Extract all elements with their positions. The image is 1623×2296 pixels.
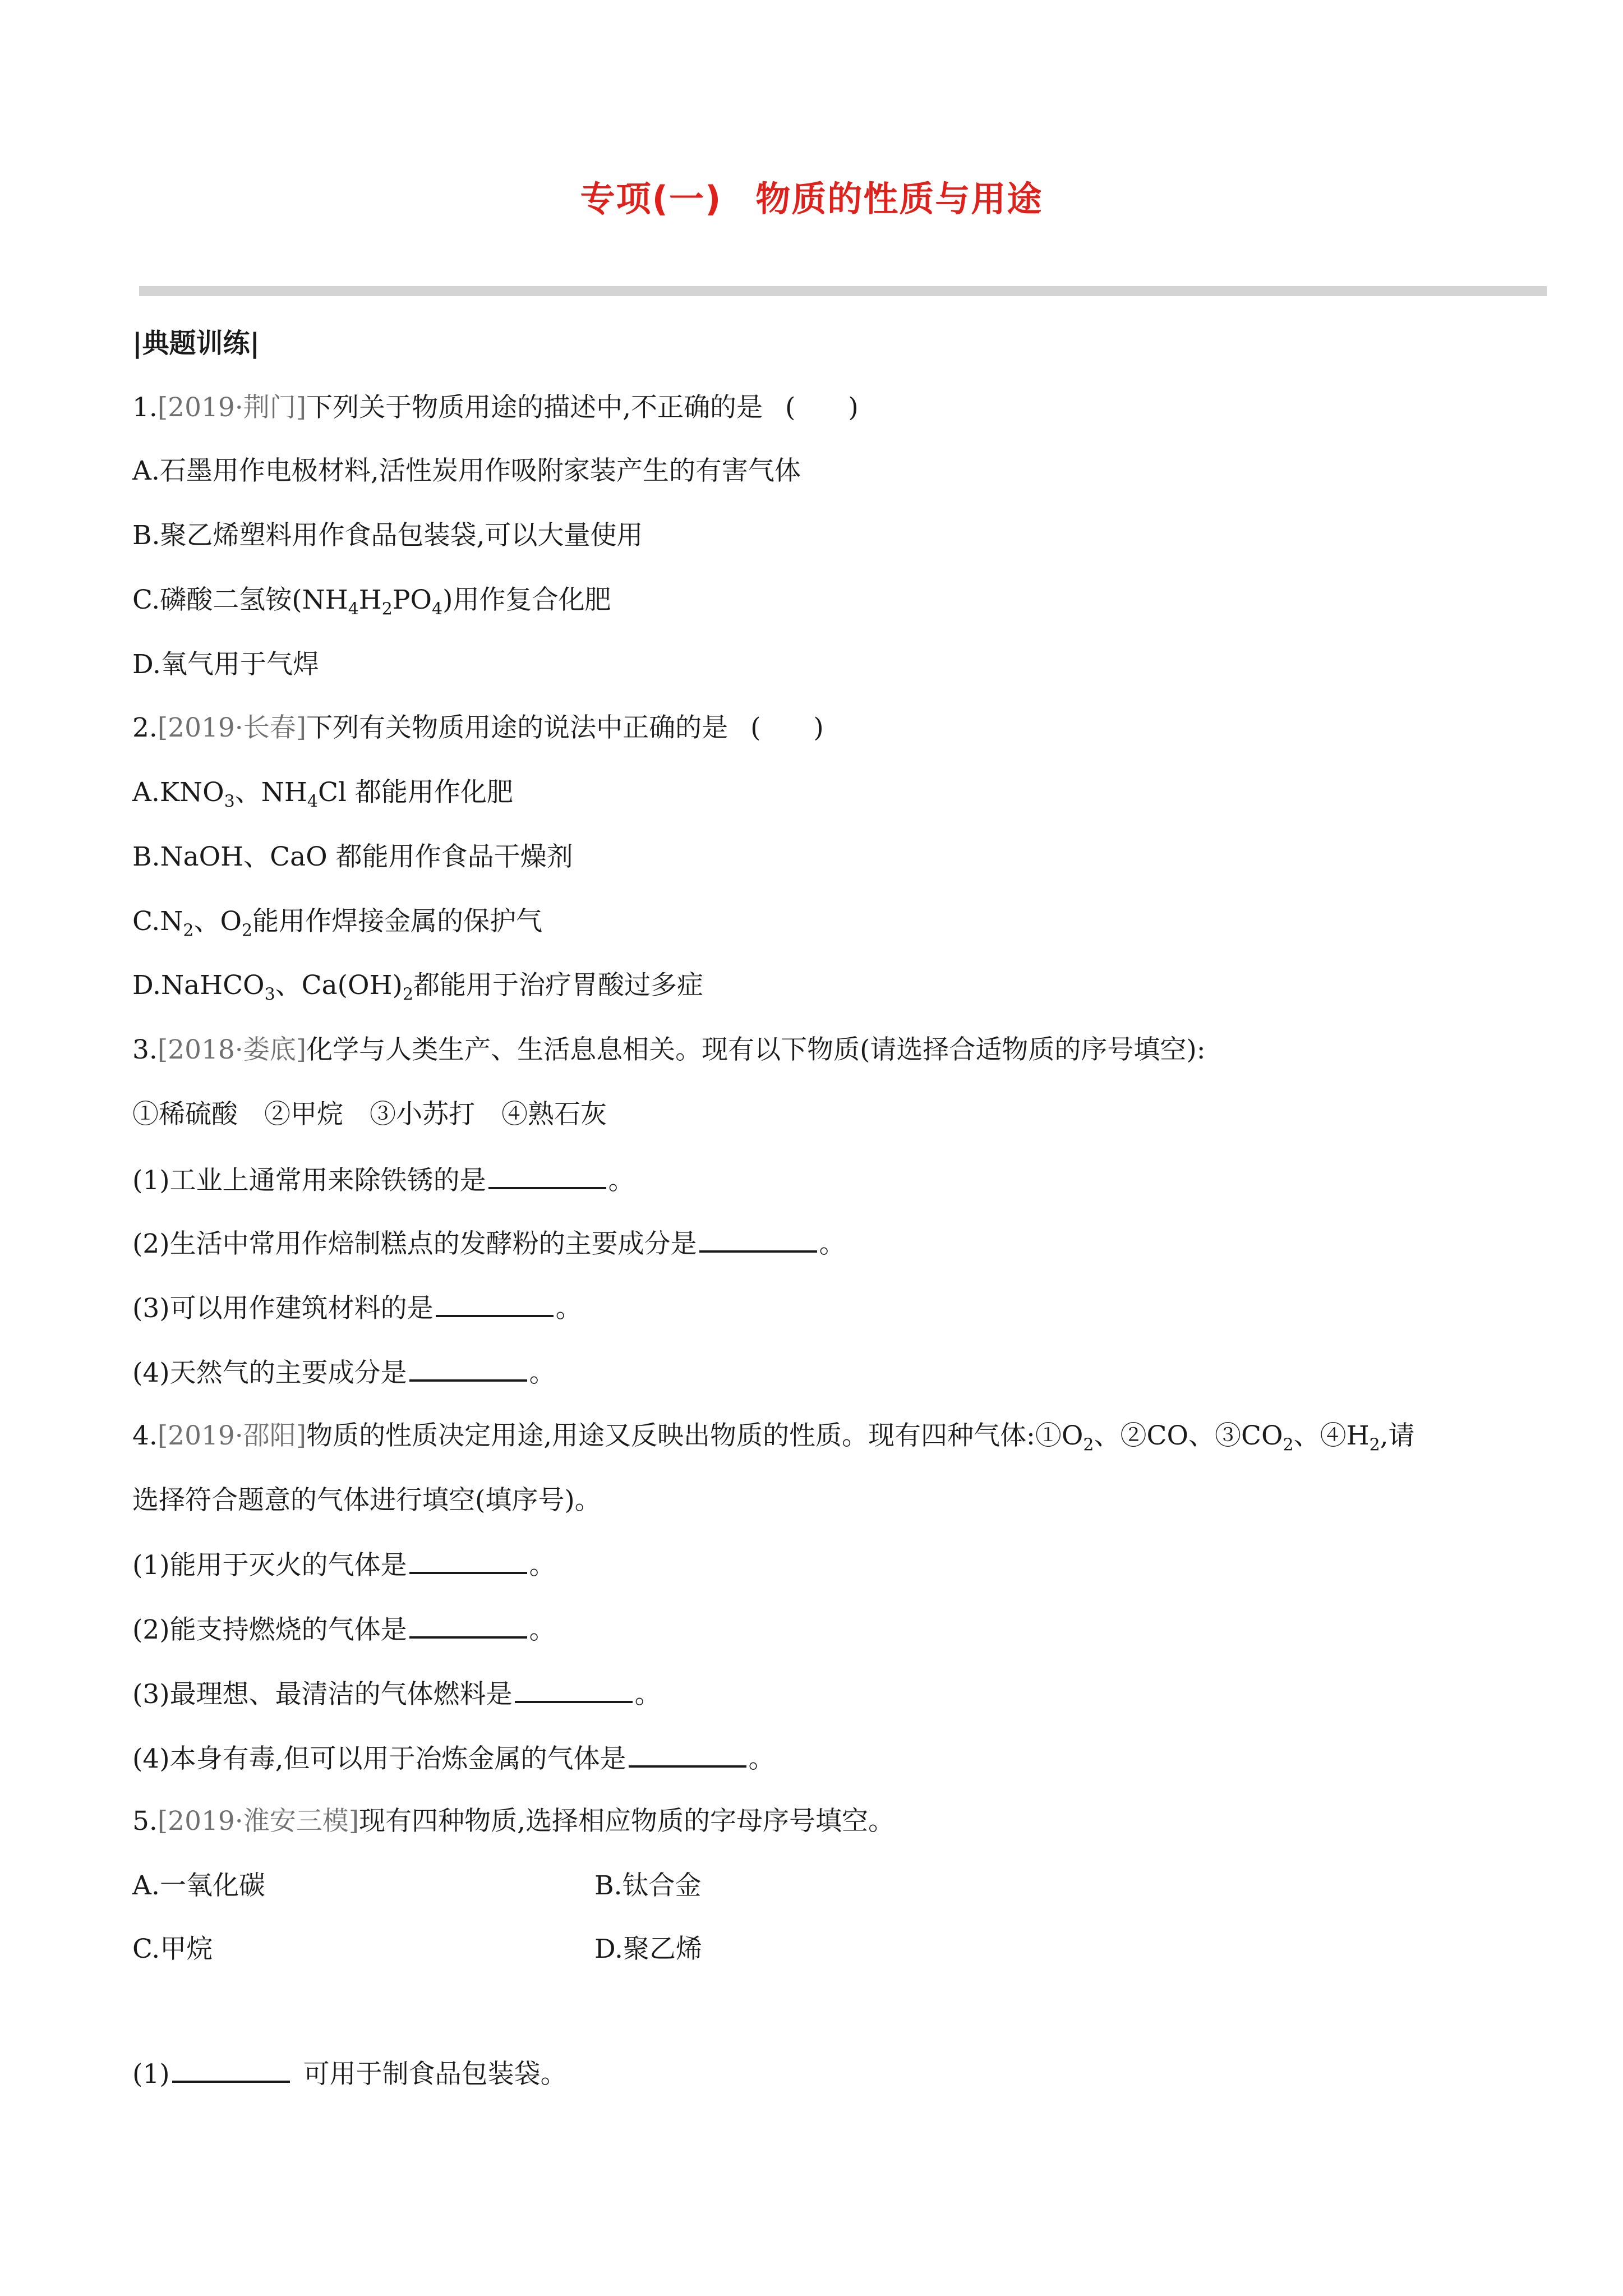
q1-stem [132, 391, 859, 425]
answer-blank[interactable] [629, 1741, 746, 1768]
answer-blank[interactable] [409, 1547, 527, 1574]
q5-stem [132, 1805, 895, 1838]
q4-sub1-text: (1)能用于灭火的气体是 [132, 1550, 407, 1581]
q3-sub4 [132, 1355, 556, 1390]
period: 。 [555, 1293, 582, 1324]
q2-c-text: 、O [193, 906, 242, 937]
answer-blank[interactable] [172, 2056, 290, 2083]
answer-blank[interactable] [515, 1676, 633, 1703]
q1-option-a: A.石墨用作电极材料,活性炭用作吸附家装产生的有害气体 [132, 455, 801, 486]
q4-num: 4. [132, 1420, 158, 1451]
q2-a-sub: 3 [224, 792, 235, 812]
q3-sub3-text: (3)可以用作建筑材料的是 [132, 1293, 434, 1324]
q3-text: 化学与人类生产、生活息息相关。现有以下物质(请选择合适物质的序号填空): [306, 1034, 1206, 1065]
title-part1: 专项(一) [580, 178, 722, 219]
page-title [0, 171, 1623, 221]
q4-sub: 2 [1369, 1435, 1380, 1455]
q2-stem [132, 711, 824, 745]
q4-sub3-text: (3)最理想、最清洁的气体燃料是 [132, 1679, 513, 1710]
q2-d-sub: 3 [264, 984, 275, 1005]
q1-option-c [132, 583, 611, 626]
q2-d-text: D.NaHCO [132, 970, 265, 1001]
q4-stem [132, 1419, 1415, 1462]
q5-sub1-num: (1) [132, 2059, 170, 2090]
q4-sub4-text: (4)本身有毒,但可以用于冶炼金属的气体是 [132, 1743, 626, 1774]
q3-sub3 [132, 1290, 582, 1326]
q1-c-sub: 4 [432, 599, 443, 619]
q4-sub2 [132, 1612, 556, 1647]
q2-num: 2. [132, 712, 158, 743]
period: 。 [819, 1228, 846, 1259]
q4-sub4 [132, 1741, 775, 1776]
q1-c-sub: 4 [348, 599, 359, 619]
q4-stem-cont: 选择符合题意的气体进行填空(填序号)。 [132, 1485, 601, 1516]
q4-sub: 2 [1083, 1435, 1094, 1455]
q4-sub2-text: (2)能支持燃烧的气体是 [132, 1614, 407, 1645]
q2-c-sub: 2 [183, 921, 194, 941]
period: 。 [529, 1550, 556, 1581]
answer-blank[interactable] [436, 1290, 554, 1317]
q4-text: ,请 [1380, 1420, 1415, 1451]
period: 。 [529, 1614, 556, 1645]
answer-blank[interactable] [409, 1355, 527, 1382]
q2-a-sub: 4 [307, 792, 318, 812]
q1-option-d: D.氧气用于气焊 [132, 649, 319, 680]
q1-text: 下列关于物质用途的描述中,不正确的是 [306, 392, 763, 423]
q3-stem [132, 1033, 1206, 1067]
q5-option-d: D.聚乙烯 [594, 1934, 702, 1964]
answer-blank[interactable] [699, 1226, 817, 1253]
q2-d-text: 都能用于治疗胃酸过多症 [413, 970, 703, 1001]
q3-sub1 [132, 1162, 635, 1198]
q2-option-a [132, 776, 513, 818]
answer-blank[interactable] [409, 1612, 527, 1639]
q1-c-text: C.磷酸二氢铵(NH [132, 585, 348, 615]
q2-option-d [132, 969, 703, 1011]
q4-sub3 [132, 1676, 661, 1711]
q4-source: [2019·邵阳] [157, 1420, 307, 1451]
period: 。 [529, 1358, 556, 1388]
q1-c-text: H [358, 585, 382, 615]
q2-d-text: 、Ca(OH) [275, 970, 403, 1001]
q1-c-text: PO [392, 585, 432, 615]
answer-blank[interactable] [488, 1162, 606, 1189]
q2-c-sub: 2 [242, 921, 253, 941]
q4-text: 物质的性质决定用途,用途又反映出物质的性质。现有四种气体:①O [306, 1420, 1083, 1451]
q5-text: 现有四种物质,选择相应物质的字母序号填空。 [359, 1806, 895, 1837]
q5-sub1 [132, 2056, 567, 2091]
q4-sub1 [132, 1547, 556, 1582]
q5-num: 5. [132, 1806, 158, 1837]
q5-option-c: C.甲烷 [132, 1934, 213, 1964]
q1-answer-paren: ( ) [785, 392, 859, 423]
q2-c-text: 能用作焊接金属的保护气 [252, 906, 543, 937]
q3-options: ①稀硫酸 ②甲烷 ③小苏打 ④熟石灰 [132, 1099, 607, 1130]
q1-num: 1. [132, 392, 158, 423]
q2-text: 下列有关物质用途的说法中正确的是 [306, 712, 728, 743]
q5-option-b: B.钛合金 [594, 1870, 702, 1901]
q3-sub1-text: (1)工业上通常用来除铁锈的是 [132, 1165, 486, 1196]
q2-source: [2019·长春] [157, 712, 307, 743]
q1-source: [2019·荆门] [157, 392, 307, 423]
q5-source: [2019·淮安三模] [157, 1806, 359, 1837]
q2-a-text: 、NH [234, 777, 307, 808]
section-heading: |典题训练| [132, 328, 260, 359]
q2-option-c [132, 905, 542, 947]
q3-num: 3. [132, 1034, 158, 1065]
q2-option-b: B.NaOH、CaO 都能用作食品干燥剂 [132, 841, 573, 872]
q2-d-sub: 2 [402, 984, 413, 1005]
q3-source: [2018·娄底] [157, 1034, 307, 1065]
period: 。 [608, 1165, 635, 1196]
q3-sub4-text: (4)天然气的主要成分是 [132, 1358, 407, 1388]
q2-c-text: C.N [132, 906, 183, 937]
header-divider [139, 286, 1547, 296]
q5-sub1-text: 可用于制食品包装袋。 [303, 2059, 567, 2090]
q2-answer-paren: ( ) [750, 712, 824, 743]
q5-option-a: A.一氧化碳 [132, 1870, 265, 1901]
period: 。 [634, 1679, 661, 1710]
q1-c-text: )用作复合化肥 [442, 585, 611, 615]
title-part2: 物质的性质与用途 [755, 178, 1043, 219]
q3-sub2-text: (2)生活中常用作焙制糕点的发酵粉的主要成分是 [132, 1228, 697, 1259]
q1-option-b: B.聚乙烯塑料用作食品包装袋,可以大量使用 [132, 520, 643, 551]
period: 。 [748, 1743, 775, 1774]
q4-text: 、②CO、③CO [1094, 1420, 1283, 1451]
q1-c-sub: 2 [381, 599, 393, 619]
q4-text: 、④H [1293, 1420, 1370, 1451]
q2-a-text: Cl 都能用作化肥 [317, 777, 513, 808]
q2-a-text: A.KNO [132, 777, 224, 808]
q4-sub: 2 [1283, 1435, 1294, 1455]
q3-sub2 [132, 1226, 846, 1261]
